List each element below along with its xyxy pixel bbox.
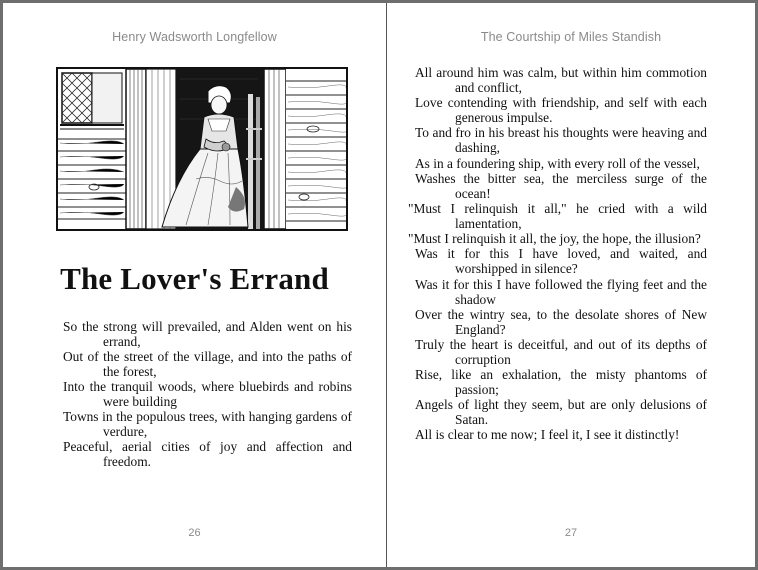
verse-line: "Must I relinquish it all," he cried with a wild lamentation,	[408, 200, 707, 231]
verse-line: To and fro in his breast his thoughts were heaving and dashing,	[415, 125, 707, 156]
chapter-title: The Lover's Errand	[60, 261, 329, 296]
verse-line: Towns in the populous trees, with hanging gardens of verdure,	[63, 409, 352, 439]
page-number-right: 27	[564, 527, 578, 539]
verse-line: So the strong will prevailed, and Alden went on his errand,	[63, 319, 352, 349]
verse-line: As in a foundering ship, with every roll of the vessel,	[415, 155, 700, 171]
left-page[interactable]	[3, 3, 386, 567]
right-page[interactable]	[387, 3, 755, 567]
woman-spinning-illustration	[56, 67, 348, 231]
verse-line: Into the tranquil woods, where bluebirds and robins were building	[63, 379, 352, 409]
verse-line: All is clear to me now; I feel it, I see it distinctly!	[415, 427, 680, 443]
verse-line: Angels of light they seem, but are only delusions of Satan.	[415, 397, 707, 428]
verse-block-left[interactable]	[63, 319, 352, 469]
verse-line: Out of the street of the village, and into the paths of the forest,	[63, 349, 352, 379]
verse-line: Washes the bitter sea, the merciless surge of the ocean!	[415, 170, 707, 201]
verse-line: Was it for this I have followed the flying feet and the shadow	[415, 276, 707, 307]
verse-line: "Must I relinquish it all, the joy, the hope, the illusion?	[408, 231, 701, 247]
verse-block-right[interactable]	[408, 65, 707, 443]
verse-line: Over the wintry sea, to the desolate shores of New England?	[415, 306, 707, 337]
running-head-author: Henry Wadsworth Longfellow	[112, 30, 277, 44]
page-number-left: 26	[188, 527, 201, 539]
book-spread	[3, 3, 755, 567]
verse-line: All around him was calm, but within him commotion and conflict,	[415, 65, 707, 95]
running-head-title: The Courtship of Miles Standish	[480, 30, 662, 44]
verse-line: Was it for this I have loved, and waited, and worshipped in silence?	[415, 246, 707, 277]
verse-line: Rise, like an exhalation, the misty phantoms of passion;	[415, 367, 707, 398]
verse-line: Peaceful, aerial cities of joy and affection and freedom.	[63, 439, 352, 469]
verse-line: Love contending with friendship, and self with each generous impulse.	[415, 95, 707, 126]
verse-line: Truly the heart is deceitful, and out of its depths of corruption	[415, 336, 707, 367]
illustration-drawing	[58, 69, 346, 229]
